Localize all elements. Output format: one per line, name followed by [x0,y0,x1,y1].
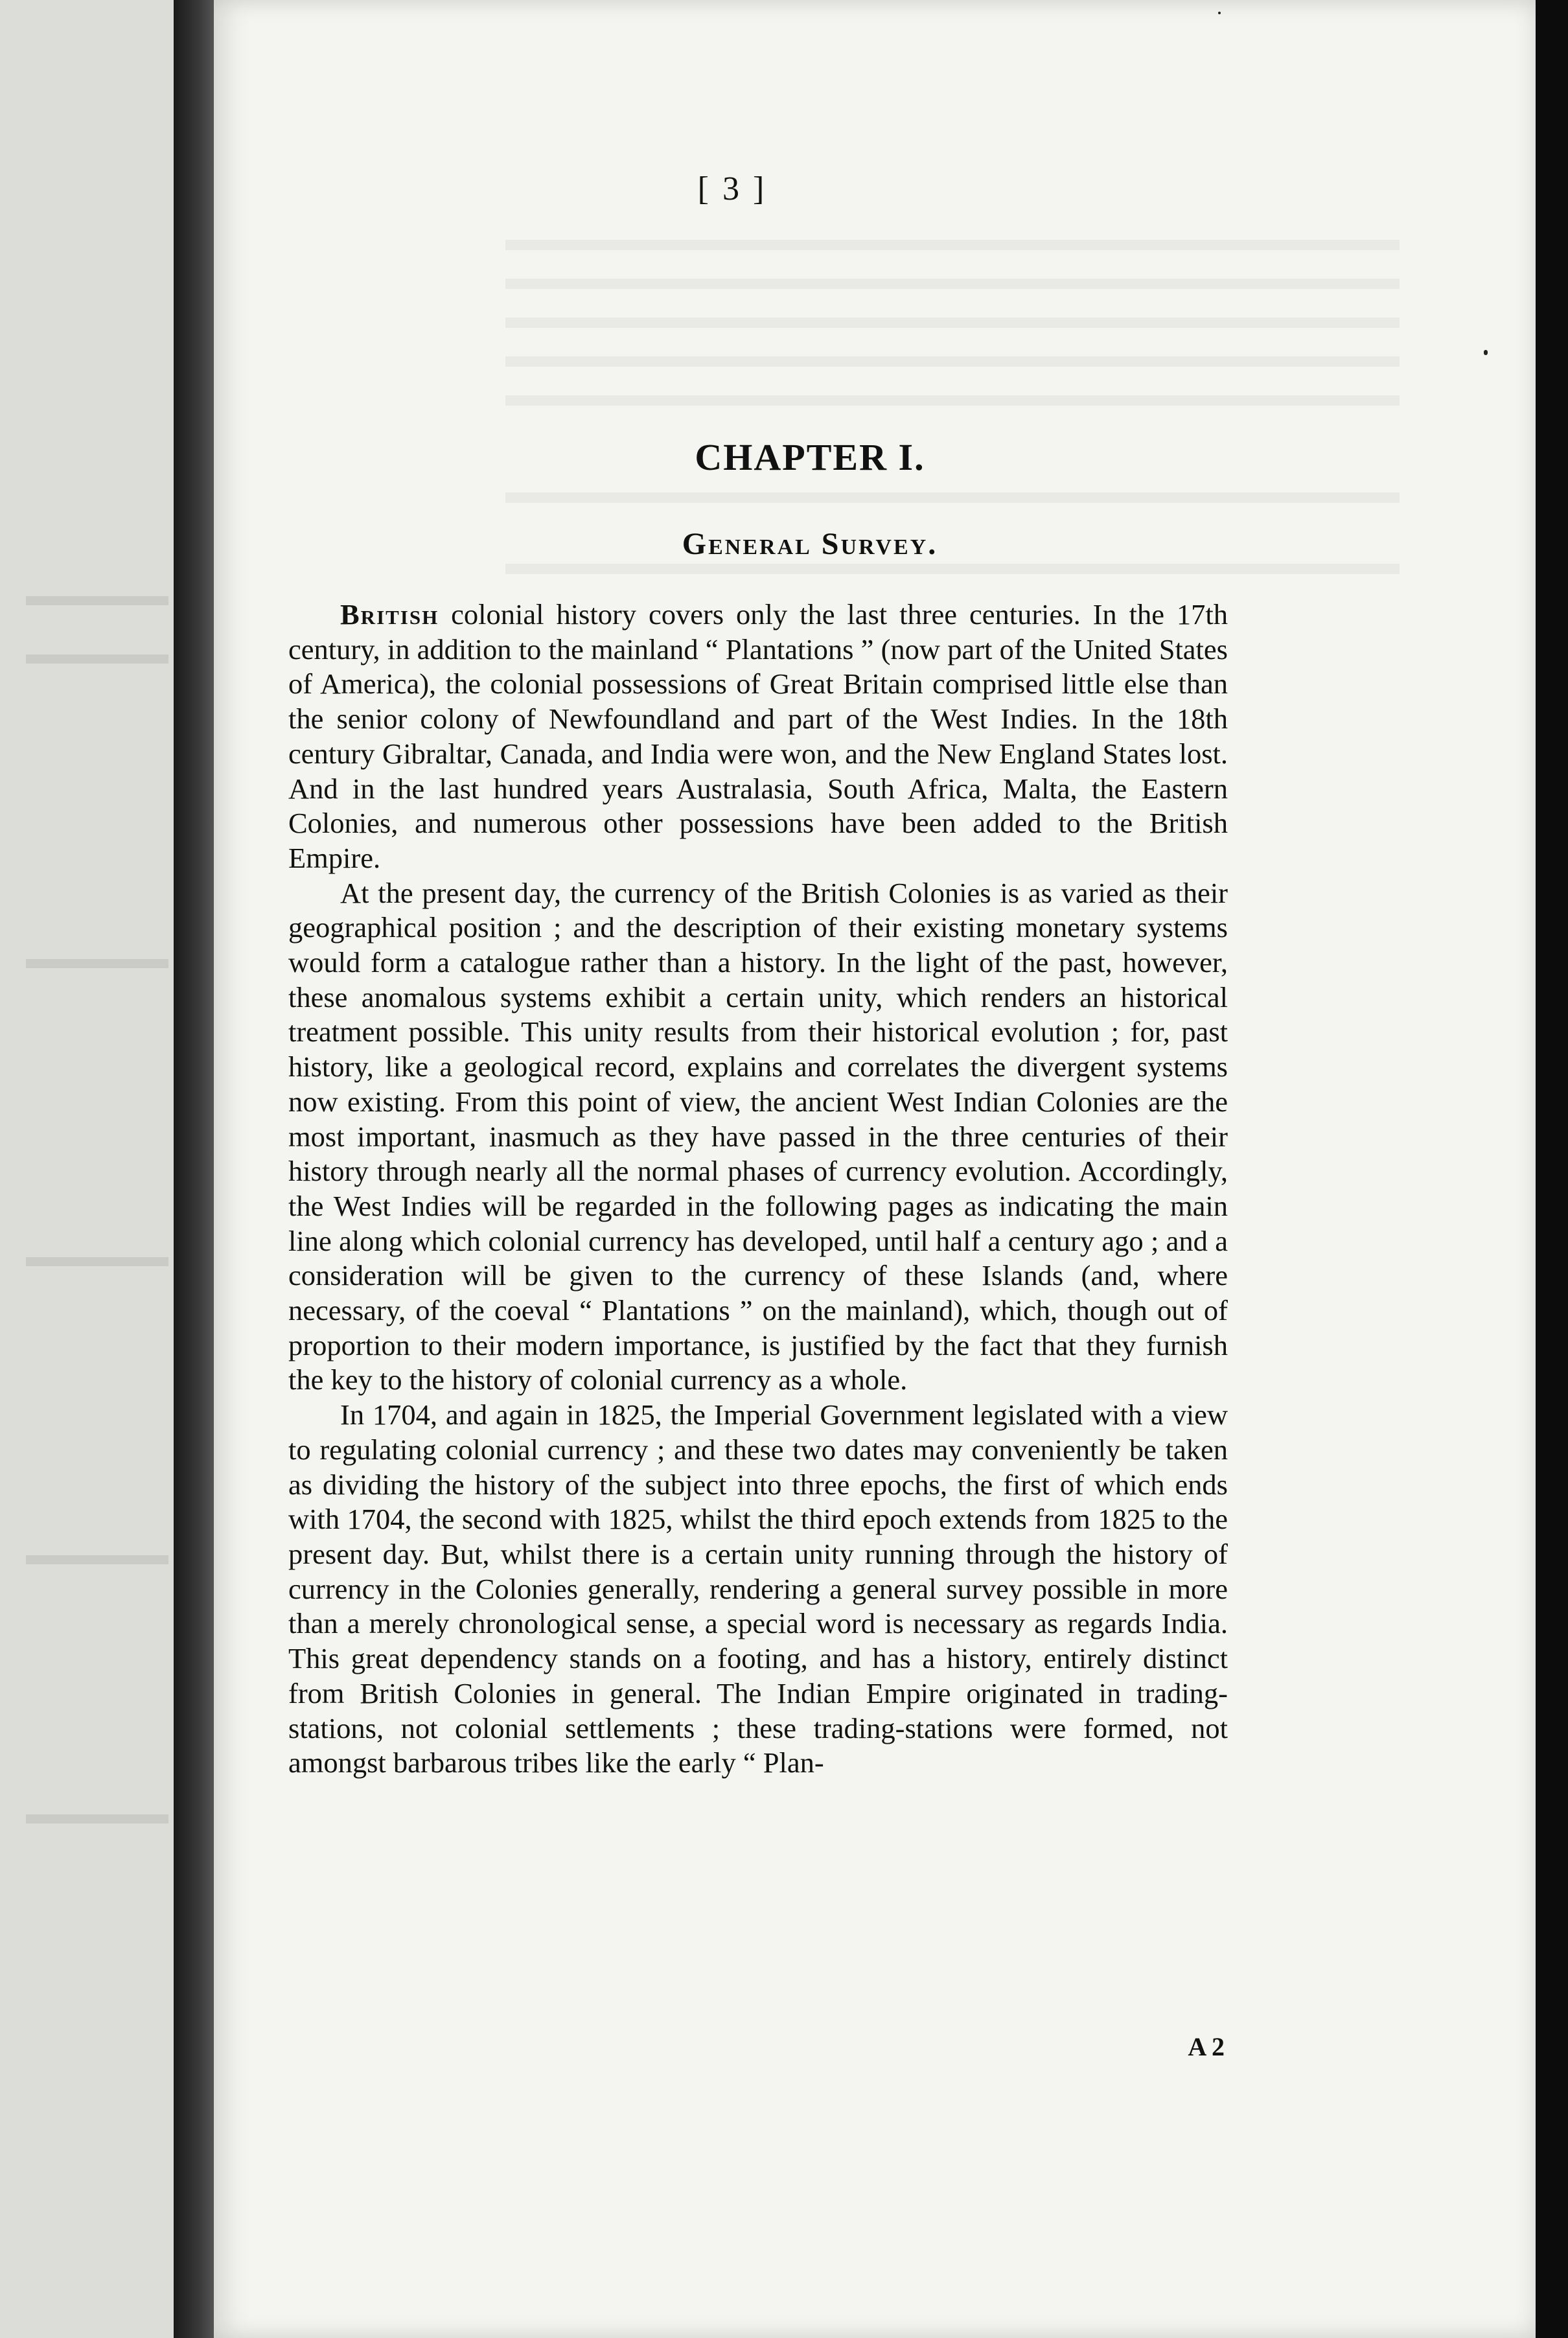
show-through-line [505,279,1400,289]
adjacent-page-bleed [26,1814,168,1823]
show-through-line [505,318,1400,328]
paper-speck [1484,350,1488,355]
show-through-line [505,240,1400,250]
adjacent-page-edge [0,0,174,2338]
show-through-line [505,492,1400,503]
adjacent-page-bleed [26,1257,168,1266]
adjacent-page-bleed [26,959,168,968]
lead-word: British [340,598,439,631]
section-title: General Survey. [682,527,938,561]
adjacent-page-bleed [26,654,168,664]
paragraph: At the present day, the currency of the British Colonies is as varied as their geographical position ; and the description of their existing monetary systems would form a catalogue rather than a history. In the light of the past, however, these anomalous systems exhibit a certain unity, which renders an historical treatment possible. This unity results from their historical evolution ; for, past history, like a geological record, explains and correlates the divergent systems now existing. From this point of view, the ancient West Indian Colonies are the most important, inasmuch as they have passed in the three centuries of their history through nearly all the normal phases of currency evolution. Accordingly, the West Indies will be regarded in the following pages as indicating the main line along which colonial currency has developed, until half a century ago ; and a consideration will be given to the currency of these Islands (and, where necessary, of the coeval “ Plantations ” on the mainland), which, though out of proportion to their modern importance, is justified by the fact that they furnish the key to the history of colonial currency as a whole. [288,876,1228,1396]
paper-speck [1218,12,1221,14]
page-number-header: [ 3 ] [697,170,767,207]
show-through-line [505,356,1400,367]
paragraph-text: colonial history covers only the last three centuries. In the 17th century, in addition to the mainland “ Plantations ” (now part of the United States of America), the colonial possessions of Great Britain comprised little else than the senior colony of Newfoundland and part of the West Indies. In the 18th century Gibraltar, Canada, and India were won, and the New England States lost. And in the last hundred years Australasia, South Africa, Malta, the Eastern Colonies, and numerous other possessions have been added to the British Empire. [288,598,1228,874]
paragraph: In 1704, and again in 1825, the Imperial Government legislated with a view to regulating colonial currency ; and these two dates may conveniently be taken as dividing the history of the subject into three epochs, the first of which ends with 1704, the second with 1825, whilst the third epoch extends from 1825 to the present day. But, whilst there is a certain unity running through the history of currency in the Colonies generally, rendering a general survey possible in more than a merely chronological sense, a special word is necessary as regards India. This great dependency stands on a footing, and has a history, entirely distinct from British Colonies in general. The Indian Empire originated in trading-stations, not colonial settlements ; these trading-stations were formed, not amongst barbarous tribes like the early “ Plan- [288,1398,1228,1779]
chapter-title: CHAPTER I. [695,436,925,478]
body-text [288,597,1228,1781]
adjacent-page-bleed [26,1555,168,1564]
show-through-line [505,564,1400,574]
adjacent-page-bleed [26,596,168,605]
signature-mark: A 2 [1188,2032,1225,2061]
paragraph [288,597,1228,876]
show-through-line [505,395,1400,406]
